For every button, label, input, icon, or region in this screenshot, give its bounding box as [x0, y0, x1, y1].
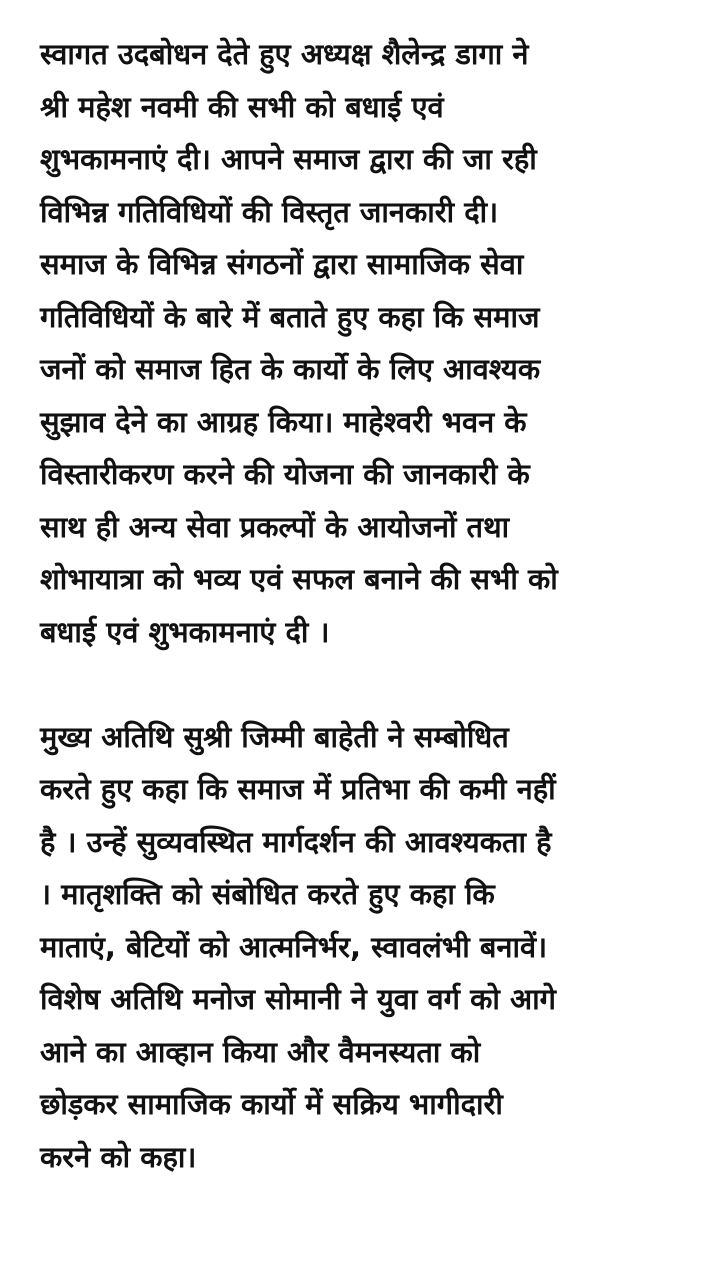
paragraph-guest-addresses	[40, 711, 690, 1184]
text-line: आने का आव्हान किया और वैमनस्यता को	[40, 1034, 481, 1069]
text-line: श्री महेश नवमी की सभी को बधाई एवं	[40, 89, 444, 124]
paragraph-welcome-address	[40, 28, 690, 658]
text-line: विशेष अतिथि मनोज सोमानी ने युवा वर्ग को आगे	[40, 982, 556, 1016]
text-line: करते हुए कहा कि समाज में प्रतिभा की कमी नहीं	[40, 772, 556, 806]
article-body	[40, 28, 690, 1183]
text-line: सुझाव देने का आग्रह किया। माहेश्वरी भवन के	[40, 404, 527, 439]
text-line: साथ ही अन्य सेवा प्रकल्पों के आयोजनों तथा	[40, 509, 510, 544]
text-line: विभिन्न गतिविधियों की विस्तृत जानकारी दी।	[40, 194, 499, 229]
text-line: छोड़कर सामाजिक कार्यो में सक्रिय भागीदारी	[40, 1087, 503, 1121]
text-line: समाज के विभिन्न संगठनों द्वारा सामाजिक सेवा	[40, 247, 524, 281]
text-line: स्वागत उदबोधन देते हुए अध्यक्ष शैलेन्द्र डागा ने	[40, 37, 529, 71]
text-line: गतिविधियों के बारे में बताते हुए कहा कि समाज	[40, 299, 540, 334]
text-line: माताएं, बेटियों को आत्मनिर्भर, स्वावलंभी बनावें।	[40, 929, 548, 964]
text-line: करने को कहा।	[40, 1139, 197, 1174]
text-line: मुख्य अतिथि सुश्री जिम्मी बाहेती ने सम्बोधित	[40, 719, 509, 754]
text-line: विस्तारीकरण करने की योजना की जानकारी के	[40, 457, 530, 491]
paragraph-spacer	[40, 658, 690, 711]
text-line: जनों को समाज हित के कार्यो के लिए आवश्यक	[40, 352, 541, 386]
text-line: बधाई एवं शुभकामनाएं दी ।	[40, 614, 330, 649]
text-line: है । उन्हें सुव्यवस्थित मार्गदर्शन की आवश्यकता है	[40, 824, 552, 859]
text-line: । मातृशक्ति को संबोधित करते हुए कहा कि	[40, 877, 495, 911]
text-line: शोभायात्रा को भव्य एवं सफल बनाने की सभी को	[40, 562, 558, 596]
text-line: शुभकामनाएं दी। आपने समाज द्वारा की जा रही	[40, 142, 537, 176]
